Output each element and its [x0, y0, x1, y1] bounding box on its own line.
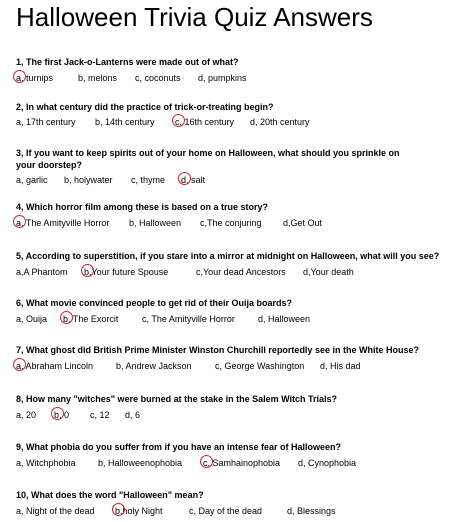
q9-option-b: b, Halloweenophobia [98, 458, 183, 468]
q6-option-c: c, The Amityville Horror [142, 314, 235, 324]
question-10: 10, What does the word "Halloween" mean? [16, 490, 204, 500]
q4-answer-circle [13, 215, 26, 228]
question-2: 2, In what century did the practice of trick-or-treating begin? [16, 102, 274, 112]
q7-option-b: b, Andrew Jackson [116, 361, 192, 371]
q9-answer-circle [200, 455, 213, 468]
question-6: 6, What movie convinced people to get rid of their Ouija boards? [16, 298, 293, 308]
q1-option-d: d, pumpkins [198, 73, 247, 83]
q1-option-b: b, melons [78, 73, 118, 83]
q10-answer-circle [112, 503, 125, 516]
question-1: 1, The first Jack-o-Lanterns were made out of what? [16, 57, 239, 67]
q7-answer-circle [13, 358, 26, 371]
q9-option-c: c, Samhainophobia [203, 458, 281, 468]
q2-answer-circle [172, 114, 185, 127]
q2-option-d: d, 20th century [250, 117, 310, 127]
q3-option-d: d, salt [181, 175, 206, 185]
q6-option-b: b, The Exorcit [63, 314, 119, 324]
q1-option-c: c, coconuts [135, 73, 181, 83]
question-7: 7, What ghost did British Prime Minister Winston Churchill reportedly see in the White House? [16, 345, 419, 355]
page-title: Halloween Trivia Quiz Answers [16, 2, 373, 32]
q10-option-b: b,holy Night [115, 506, 163, 516]
q2-option-a: a, 17th century [16, 117, 76, 127]
question-5: 5, According to superstition, if you stare into a mirror at midnight on Halloween, what will you see? [16, 251, 440, 261]
question-8: 8, How many "witches" were burned at the stake in the Salem Witch Trials? [16, 394, 338, 404]
q3-answer-circle [178, 172, 191, 185]
q3-option-b: b, holywater [64, 175, 113, 185]
q10-option-c: c, Day of the dead [189, 506, 263, 516]
q6-option-d: d, Halloween [258, 314, 311, 324]
q5-option-b: b,Your future Spouse [84, 267, 169, 277]
q8-answer-circle [51, 407, 64, 420]
question-9: 9, What phobia do you suffer from if you have an intense fear of Halloween? [16, 442, 342, 452]
q10-option-d: d, Blessings [287, 506, 336, 516]
q6-option-a: a, Ouija [16, 314, 48, 324]
q4-option-c: c,The conjuring [200, 218, 262, 228]
q1-answer-circle [13, 70, 26, 83]
q7-option-d: d, His dad [320, 361, 361, 371]
q5-option-a: a,A Phantom [16, 267, 68, 277]
q8-option-a: a, 20 [16, 410, 37, 420]
q4-option-a: a, The Amityville Horror [16, 218, 110, 228]
q8-option-d: d, 6 [125, 410, 141, 420]
q2-option-b: b, 14th century [95, 117, 155, 127]
q3-option-a: a, garlic [16, 175, 48, 185]
q7-option-c: c, George Washington [215, 361, 305, 371]
q8-option-b: b, 0 [54, 410, 70, 420]
q5-option-c: c,Your dead Ancestors [196, 267, 286, 277]
q3-option-c: c, thyme [131, 175, 166, 185]
q6-answer-circle [60, 311, 73, 324]
q5-option-d: d,Your death [303, 267, 354, 277]
q4-option-b: b, Halloween [129, 218, 182, 228]
q8-option-c: c, 12 [90, 410, 110, 420]
q4-option-d: d,Get Out [283, 218, 323, 228]
q9-option-a: a, Witchphobia [16, 458, 76, 468]
q5-answer-circle [81, 264, 94, 277]
q1-option-a: a, turnips [16, 73, 54, 83]
q7-option-a: a, Abraham Lincoln [16, 361, 94, 371]
q9-option-d: d, Cynophobia [298, 458, 357, 468]
q2-option-c: c, 16th century [175, 117, 235, 127]
question-3: 3, If you want to keep spirits out of your home on Halloween, what should you sprinkle on your doorstep? [16, 148, 400, 170]
q10-option-a: a, Night of the dead [16, 506, 95, 516]
question-4: 4, Which horror film among these is based on a true story? [16, 202, 269, 212]
